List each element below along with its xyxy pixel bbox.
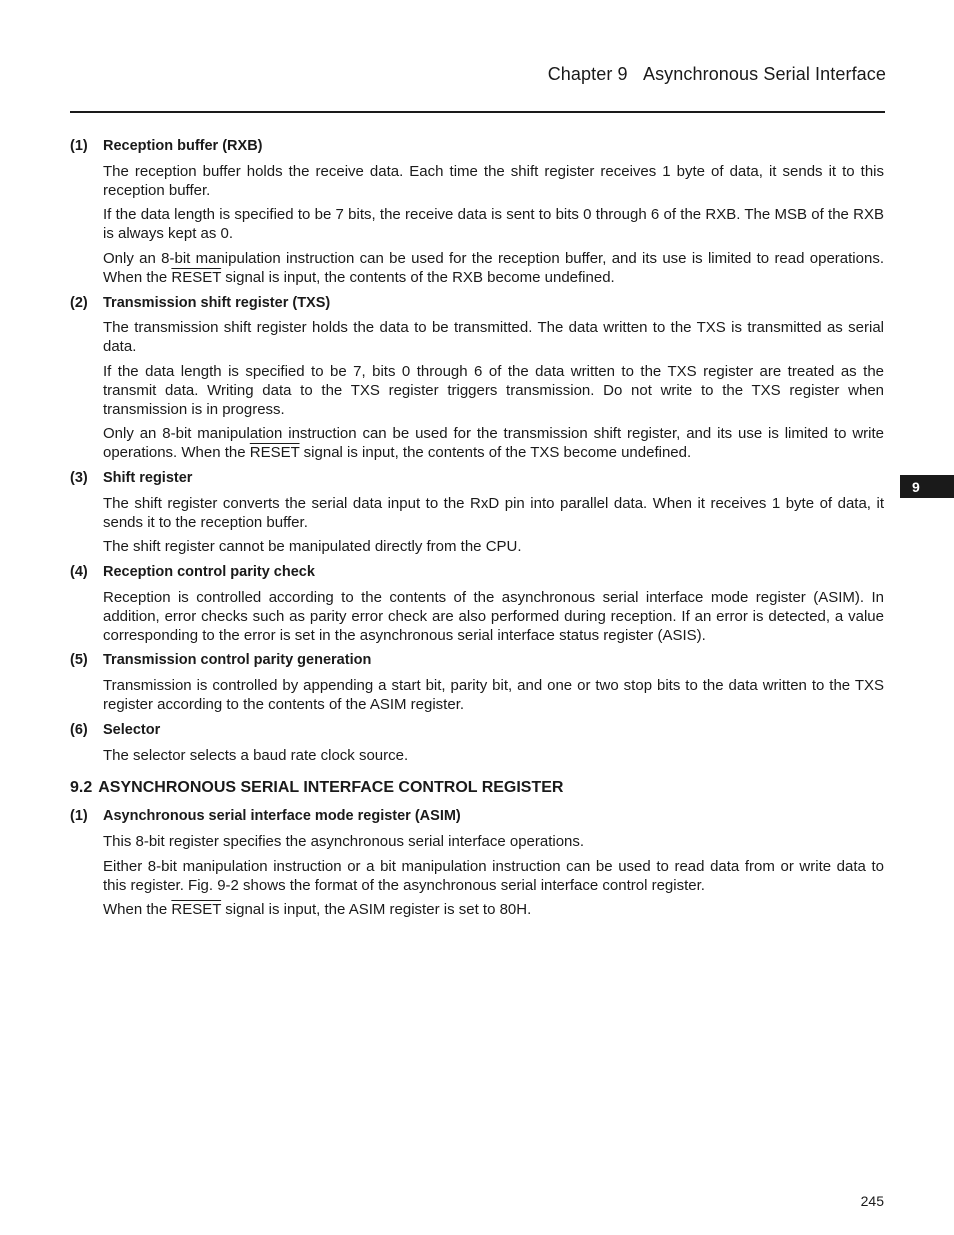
subsection-number: (5) [70, 652, 88, 669]
paragraph-text: The shift register converts the serial data input to the RxD pin into parallel data. When it receives 1 byte of data, it sends it to the reception buffer. [103, 494, 884, 531]
subsection-number: (4) [70, 564, 88, 581]
subsection-title: Transmission shift register (TXS) [103, 294, 331, 311]
paragraph-text: Only an 8-bit manipulation instruction can be used for the transmission shift register, and its use is limited to write operations. When the [103, 425, 884, 462]
paragraph-text: If the data length is specified to be 7, bits 0 through 6 of the data written to the TXS register are treated as the transmit data. Writing data to the TXS register triggers transmission. Do not write to the TXS register when transmission is in progress. [103, 362, 884, 418]
paragraph-text: The transmission shift register holds the data to be transmitted. The data written to the TXS is transmitted as serial data. [103, 319, 884, 356]
paragraph-text: Either 8-bit manipulation instruction or a bit manipulation instruction can be used to read data from or write data to this register. Fig. 9-2 shows the format of the asynchronous serial interface control register. [103, 857, 884, 894]
section-title: ASYNCHRONOUS SERIAL INTERFACE CONTROL REGISTER [98, 779, 564, 797]
paragraph-text: Transmission is controlled by appending a start bit, parity bit, and one or two stop bits to the data written to the TXS register according to the contents of the ASIM register. [103, 677, 884, 713]
paragraph-text: Only an 8-bit manipulation instruction can be used for the reception buffer, and its use is limited to read operations. When the [103, 249, 884, 286]
chapter-tab [900, 475, 954, 498]
subsection-title: Shift register [103, 469, 193, 486]
paragraph [103, 163, 884, 201]
subsection-number: (1) [70, 138, 88, 154]
subsection-title: Transmission control parity generation [103, 652, 372, 669]
subsection-heading [70, 721, 884, 740]
subsection-title: Reception buffer (RXB) [103, 138, 263, 154]
reset-signal-name: RESET [171, 268, 222, 286]
subsection-heading [70, 651, 884, 670]
paragraph-text: signal is input, the contents of the RXB become undefined. [221, 268, 615, 286]
paragraph [103, 495, 884, 533]
paragraph [103, 589, 884, 645]
subsection-heading [70, 469, 884, 488]
subsection-heading [70, 294, 884, 313]
subsection-number: (6) [70, 721, 88, 738]
paragraph-text: signal is input, the ASIM register is set to 80H. [221, 901, 532, 919]
paragraph-text: The reception buffer holds the receive data. Each time the shift register receives 1 byte of data, it sends it to this reception buffer. [103, 162, 884, 199]
header-chapter: Chapter 9 [547, 64, 628, 84]
subsection-list [70, 137, 884, 765]
subsection-title: Selector [103, 721, 161, 738]
subsection-heading [70, 807, 884, 826]
paragraph-text: When the [103, 901, 172, 919]
header-rule [70, 111, 885, 113]
paragraph [103, 425, 884, 463]
paragraph-text: The selector selects a baud rate clock source. [103, 746, 409, 764]
reset-signal-name: RESET [171, 901, 222, 919]
paragraph-text: The shift register cannot be manipulated directly from the CPU. [103, 538, 522, 556]
section-heading [70, 779, 884, 798]
subsection-title: Asynchronous serial interface mode register (ASIM) [103, 808, 461, 825]
reset-signal-name: RESET [249, 444, 300, 462]
paragraph-text: This 8-bit register specifies the asynchronous serial interface operations. [103, 832, 585, 850]
section-number: 9.2 [70, 779, 93, 797]
section-subsection-list [70, 807, 884, 920]
paragraph [103, 833, 884, 852]
running-header [548, 64, 886, 85]
subsection-heading [70, 137, 884, 156]
chapter-tab-label: 9 [912, 478, 920, 495]
subsection-number: (2) [70, 294, 88, 311]
paragraph [103, 319, 884, 357]
subsection-number: (3) [70, 469, 88, 486]
paragraph [103, 206, 884, 244]
paragraph [103, 901, 884, 920]
header-chapter-title: Asynchronous Serial Interface [642, 64, 886, 84]
page-body [70, 137, 884, 926]
paragraph-text: signal is input, the contents of the TXS become undefined. [299, 444, 692, 462]
paragraph [103, 858, 884, 896]
subsection-heading [70, 563, 884, 582]
paragraph [103, 747, 884, 766]
paragraph [103, 363, 884, 419]
paragraph [103, 250, 884, 288]
subsection-title: Reception control parity check [103, 564, 315, 581]
paragraph [103, 538, 884, 557]
page-number: 245 [860, 1193, 884, 1209]
paragraph-text: If the data length is specified to be 7 bits, the receive data is sent to bits 0 through 6 of the RXB. The MSB of the RXB is always kept as 0. [103, 206, 884, 243]
paragraph [103, 677, 884, 715]
paragraph-text: Reception is controlled according to the contents of the asynchronous serial interface mode register (ASIM). In addition, error checks such as parity error check are also performed during reception. If an error is detected, a value corresponding to the error is set in the asynchronous serial interface status register (ASIS). [103, 588, 884, 644]
subsection-number: (1) [70, 808, 88, 825]
